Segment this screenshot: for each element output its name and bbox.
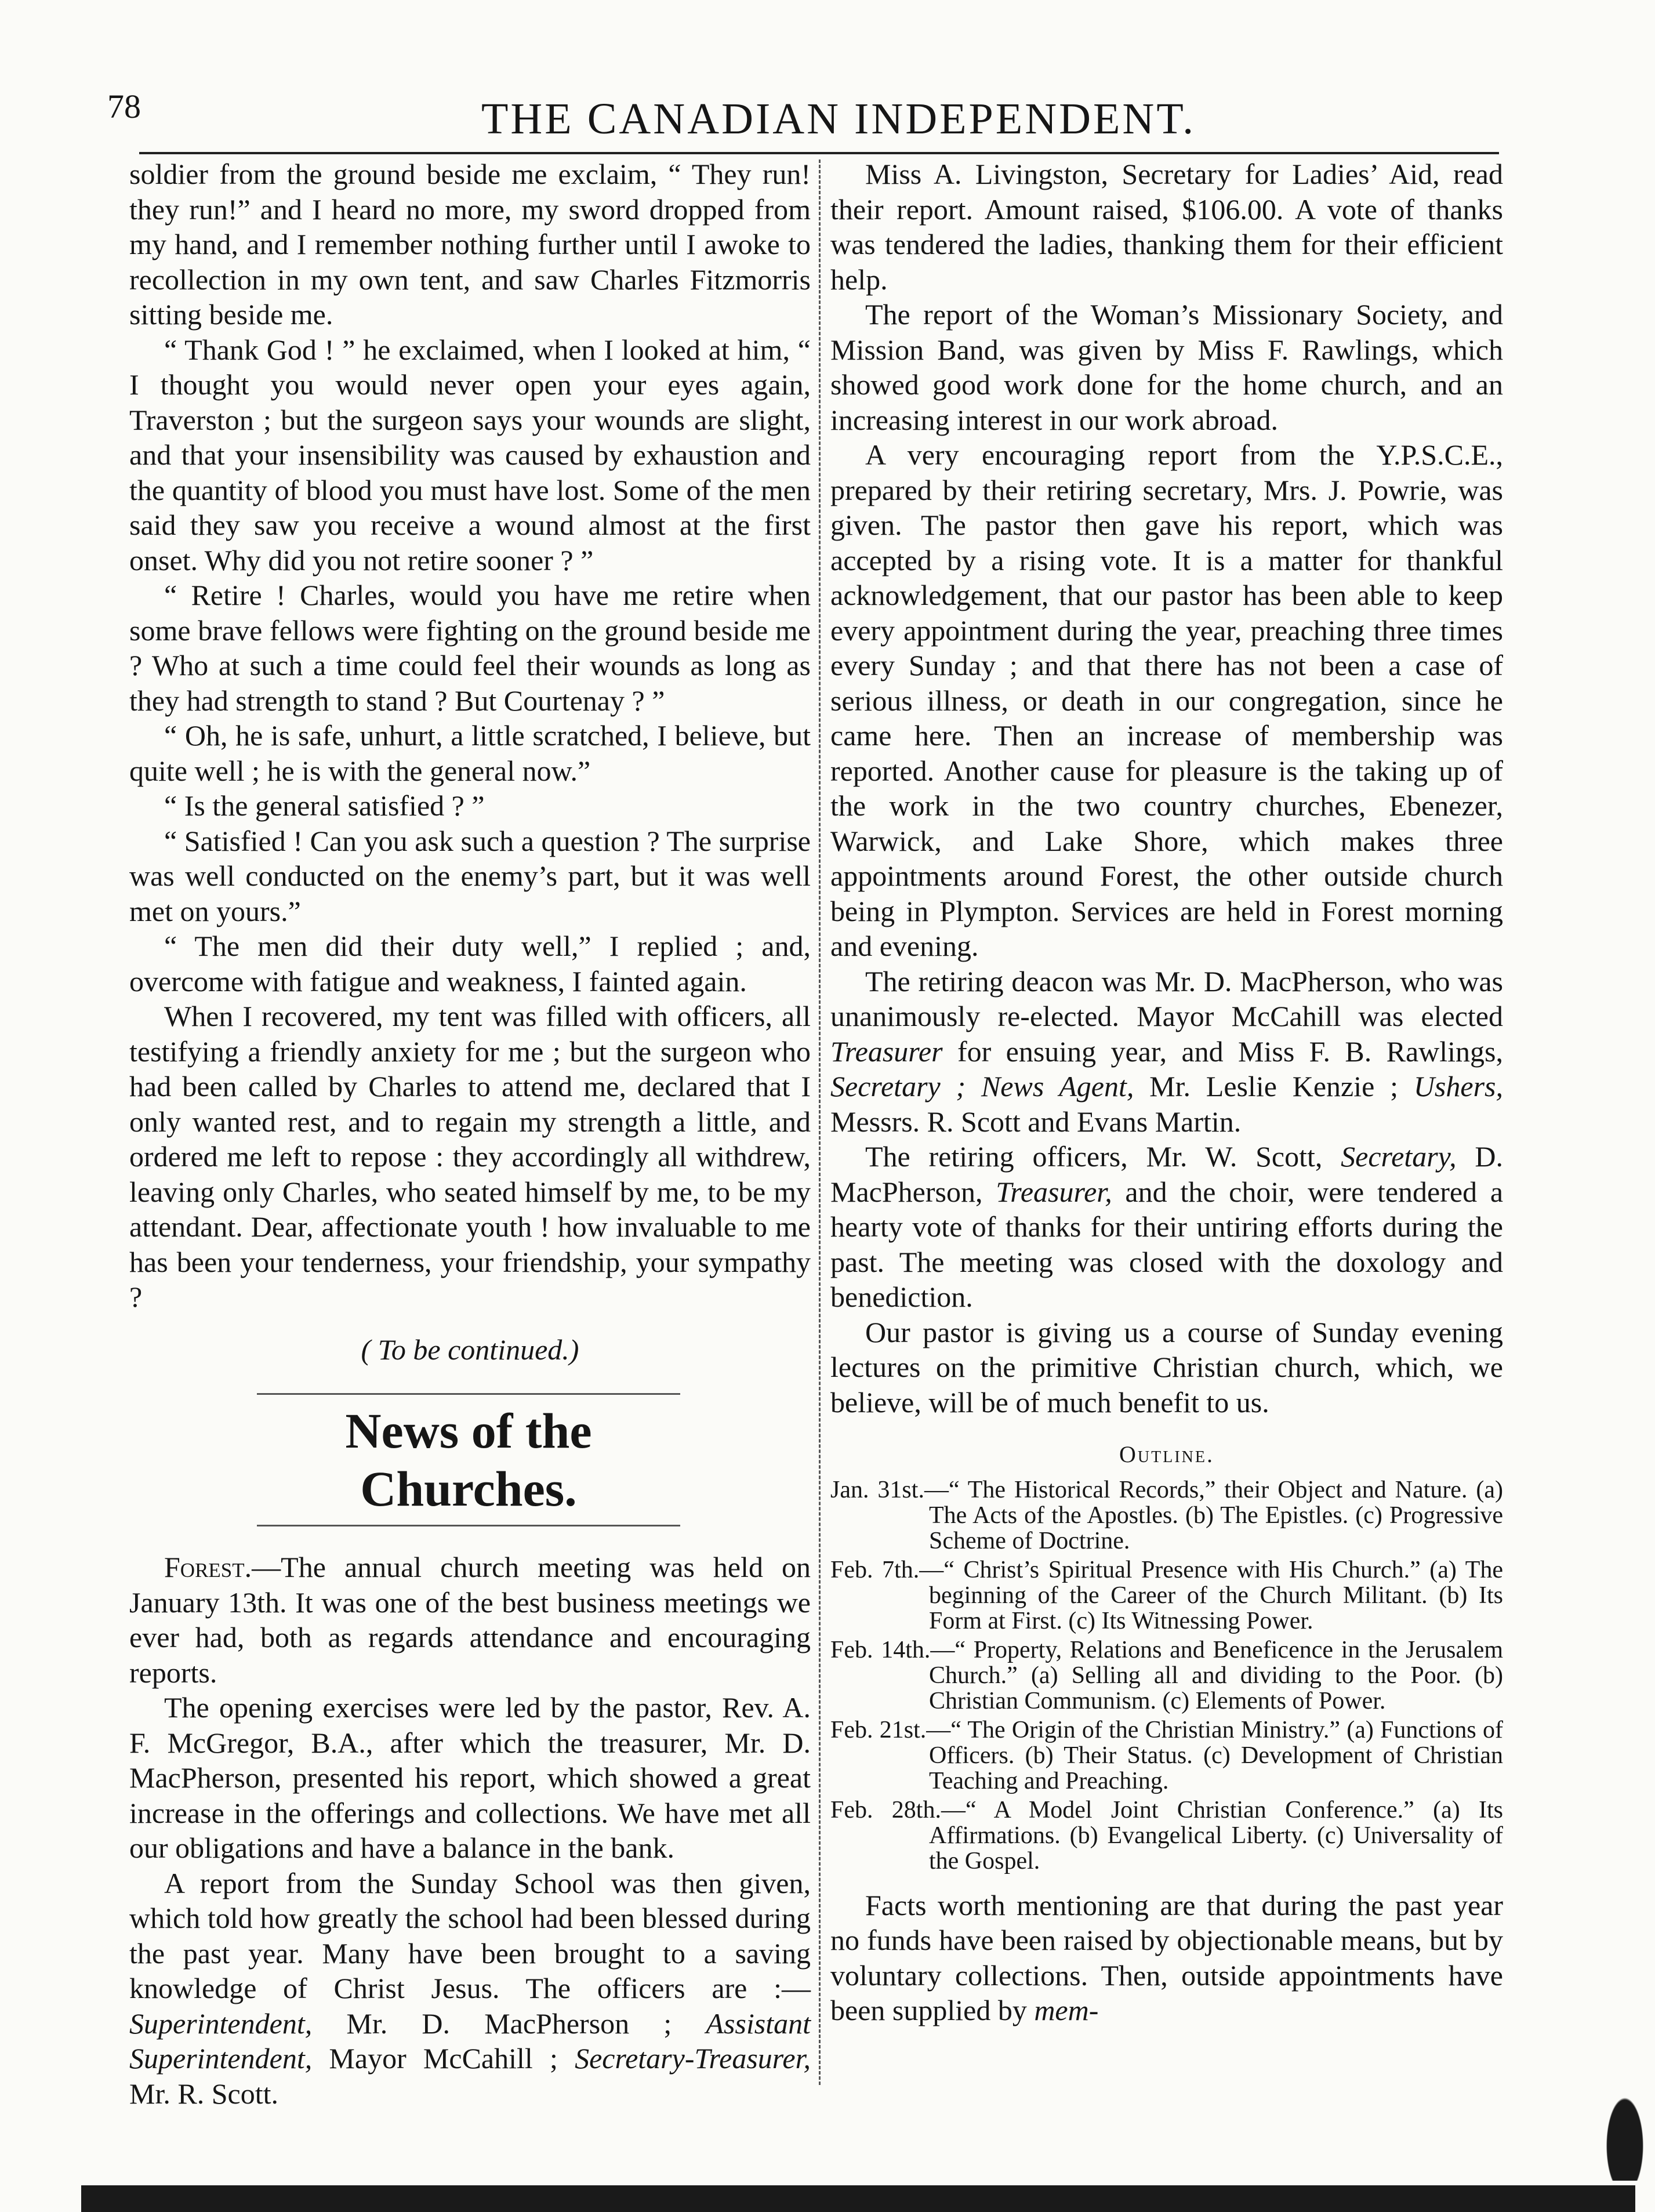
secretary-title: Secretary-Treasurer, — [575, 2042, 811, 2075]
right-column — [830, 157, 1503, 2028]
assistant-name: Mayor McCahill ; — [312, 2042, 575, 2075]
secretary-title: Secretary, — [1341, 1140, 1457, 1173]
officers-text: and the choir, were tendered a hearty vote of thanks for their untiring efforts during the past. The meeting was closed with the doxology and benediction. — [830, 1175, 1504, 1313]
facts-tail: mem- — [1034, 1994, 1099, 2026]
story-paragraph: “ The men did their duty well,” I replied ; and, overcome with fatigue and weakness, I fainted again. — [129, 930, 811, 998]
story-paragraph: “ Oh, he is safe, unhurt, a little scratched, I believe, but quite well ; he is with the general now.” — [129, 719, 811, 787]
left-column — [129, 157, 811, 2111]
assistant-title: Assistant Superintendent, — [129, 2007, 811, 2075]
outline-item: Feb. 14th.—“ Property, Relations and Beneficence in the Jerusalem Church.” (a) Selling all and dividing to the Poor. (b) Christian Communism. (c) Elements of Power. — [830, 1636, 1503, 1714]
deacon-paragraph — [830, 964, 1503, 1140]
deacon-text: Mr. Leslie Kenzie ; — [1134, 1070, 1414, 1103]
to-be-continued: ( To be continued.) — [361, 1333, 579, 1366]
story-paragraph: “ Thank God ! ” he exclaimed, when I looked at him, “ I thought you would never open your eyes again, Traverston ; but the surgeon says your wounds are slight, and that your insensibility was caused by exhaustion and the quantity of blood you must have lost. Some of the men said they saw you receive a wound almost at the first onset. Why did you not retire sooner ? ” — [129, 333, 811, 576]
forest-paragraph — [129, 1550, 811, 1690]
facts-text: Facts worth mentioning are that during the past year no funds have been raised by objectionable means, but by voluntary collections. Then, outside appointments have been supplied by — [830, 1888, 1503, 2026]
news-paragraph: Miss A. Livingston, Secretary for Ladies’ Aid, read their report. Amount raised, $106.00. A vote of thanks was tendered the ladies, thanking them for their efficient help. — [830, 158, 1503, 296]
story-paragraph: “ Is the general satisfied ? ” — [164, 789, 485, 822]
secretary-name: Mr. R. Scott. — [129, 2077, 278, 2110]
story-paragraph: “ Retire ! Charles, would you have me retire when some brave fellows were fighting on the ground beside me ? Who at such a time could feel their wounds as long as they had strength to stand ? But Courtenay ? ” — [129, 579, 811, 717]
page-number: 78 — [107, 88, 141, 125]
deacon-text: Messrs. R. Scott and Evans Martin. — [830, 1105, 1242, 1138]
treasurer-title: Treasurer, — [996, 1175, 1112, 1208]
superintendent-title: Superintendent, — [129, 2007, 313, 2040]
lectures-paragraph: Our pastor is giving us a course of Sunday evening lectures on the primitive Christian church, which, we believe, will be of much benefit to us. — [830, 1315, 1503, 1419]
column-divider — [819, 159, 821, 2085]
header-rule — [139, 152, 1499, 154]
running-head: THE CANADIAN INDEPENDENT. — [481, 95, 1196, 143]
ushers-title: Ushers, — [1413, 1070, 1503, 1103]
outline-item: Feb. 7th.—“ Christ’s Spiritual Presence with His Church.” (a) The beginning of the Career of the Church Militant. (b) Its Form at First. (c) Its Witnessing Power. — [830, 1556, 1503, 1634]
sunday-school-text: A report from the Sunday School was then given, which told how greatly the school had been blessed during the past year. Many have been brought to a saving knowledge of Christ Jesus. The officers are :— — [129, 1866, 811, 2004]
forest-lead: Forest. — [164, 1551, 252, 1583]
deacon-text: for ensuing year, and Miss F. B. Rawlings, — [942, 1035, 1503, 1068]
scan-corner-mark — [1594, 2065, 1646, 2181]
outline-item: Feb. 21st.—“ The Origin of the Christian Ministry.” (a) Functions of Officers. (b) Their Status. (c) Development of Christian Teaching and Preaching. — [830, 1716, 1503, 1794]
story-paragraph: When I recovered, my tent was filled with officers, all testifying a friendly anxiety for me ; but the surgeon who had been called by Charles to attend me, declared that I only wanted rest, and to regain my strength a little, and ordered me left to repose : they accordingly all withdrew, leaving only Charles, who seated himself by me, to be my attendant. Dear, affectionate youth ! how invaluable to me has been your tenderness, your friendship, your sympathy ? — [129, 1000, 811, 1313]
facts-paragraph — [830, 1888, 1503, 2028]
section-heading: News of the Churches. — [257, 1393, 680, 1526]
superintendent-name: Mr. D. MacPherson ; — [312, 2007, 706, 2040]
officers-text: D. MacPherson, — [830, 1140, 1503, 1208]
outline-title: Outline. — [1119, 1441, 1214, 1467]
treasurer-title: Treasurer — [830, 1035, 943, 1068]
officers-text: The retiring officers, Mr. W. Scott, — [865, 1140, 1341, 1173]
scan-edge-bar — [81, 2185, 1635, 2212]
news-paragraph: A very encouraging report from the Y.P.S.C.E., prepared by their retiring secretary, Mrs. J. Powrie, was given. The pastor then gave his report, which was accepted by a rising vote. It is a matter for thankful acknowledgement, that our pastor has been able to keep every appointment during the year, preaching three times every Sunday ; and that there has not been a case of serious illness, or death in our congregation, since he came here. Then an increase of membership was reported. Another cause for pleasure is the taking up of the work in the two country churches, Ebenezer, Warwick, and Lake Shore, which makes three appointments around Forest, the other outside church being in Plympton. Services are held in Forest morning and evening. — [830, 438, 1503, 962]
news-paragraph: The report of the Woman’s Missionary Society, and Mission Band, was given by Miss F. Rawlings, which showed good work done for the home church, and an increasing interest in our work abroad. — [830, 298, 1503, 436]
secretary-title: Secretary ; News Agent, — [830, 1070, 1134, 1103]
sunday-school-paragraph — [129, 1866, 811, 2112]
officers-paragraph — [830, 1139, 1503, 1315]
story-paragraph: “ Satisfied ! Can you ask such a question ? The surprise was well conducted on the enemy’s part, but it was well met on yours.” — [129, 824, 811, 927]
outline-item: Jan. 31st.—“ The Historical Records,” their Object and Nature. (a) The Acts of the Apostles. (b) The Epistles. (c) Progressive Scheme of Doctrine. — [830, 1476, 1503, 1554]
news-paragraph: The opening exercises were led by the pastor, Rev. A. F. McGregor, B.A., after which the treasurer, Mr. D. MacPherson, presented his report, which showed a great increase in the offerings and collections. We have met all our obligations and have a balance in the bank. — [129, 1691, 811, 1864]
deacon-text: The retiring deacon was Mr. D. MacPherson, who was unanimously re-elected. Mayor McCahill was elected — [830, 964, 1503, 1032]
outline-item: Feb. 28th.—“ A Model Joint Christian Conference.” (a) Its Affirmations. (b) Evangelical Liberty. (c) Universality of the Gospel. — [830, 1796, 1503, 1874]
forest-text: —The annual church meeting was held on January 13th. It was one of the best business meetings we ever had, both as regards attendance and encouraging reports. — [129, 1551, 811, 1689]
story-paragraph: soldier from the ground beside me exclaim, “ They run! they run!” and I heard no more, my sword dropped from my hand, and I remember nothing further until I awoke to recollection in my own tent, and saw Charles Fitzmorris sitting beside me. — [129, 158, 811, 331]
